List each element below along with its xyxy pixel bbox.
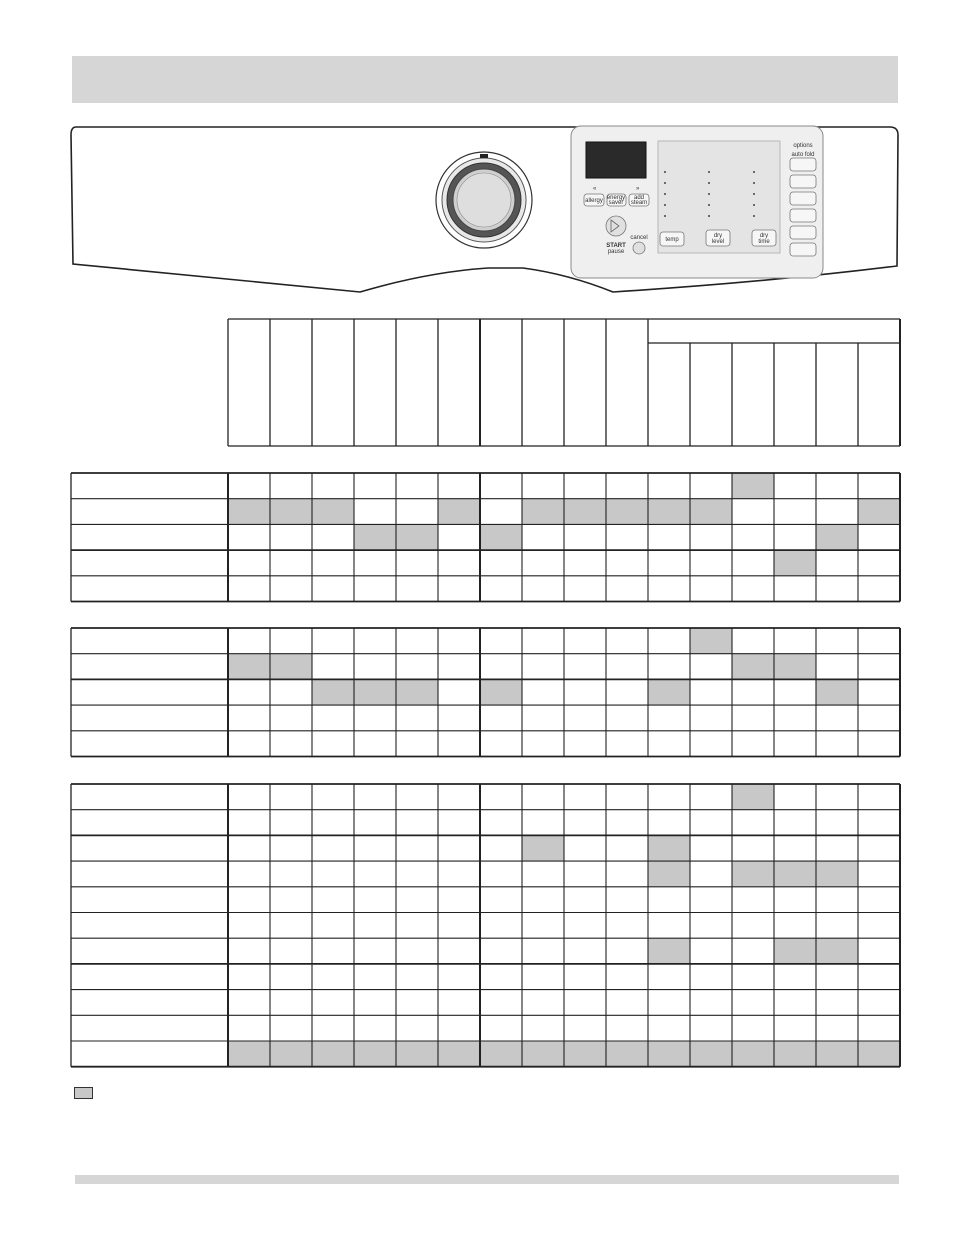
shaded-cell xyxy=(858,1041,900,1067)
shaded-cell xyxy=(564,499,606,525)
dry-level-label-line2: level xyxy=(711,239,725,245)
shaded-cell xyxy=(774,1041,816,1067)
shaded-cell xyxy=(270,1041,312,1067)
shaded-cell xyxy=(480,524,522,550)
energy-saver-label-line1: energy xyxy=(606,195,626,201)
shaded-cell xyxy=(648,835,690,861)
option-button-5[interactable] xyxy=(790,226,816,239)
pause-label: pause xyxy=(607,249,625,255)
option-button-4[interactable] xyxy=(790,209,816,222)
energy-saver-label-line2: saver xyxy=(608,200,624,206)
shaded-cell xyxy=(522,1041,564,1067)
shaded-cell xyxy=(816,861,858,887)
option-button-1[interactable] xyxy=(790,158,816,171)
shaded-cell xyxy=(648,679,690,705)
options-title: options xyxy=(793,143,813,149)
shaded-cell xyxy=(648,499,690,525)
shaded-cell xyxy=(774,938,816,964)
shaded-cell xyxy=(690,628,732,654)
shaded-cell xyxy=(648,938,690,964)
shaded-cell xyxy=(732,861,774,887)
shaded-cell xyxy=(438,499,480,525)
option-button-3[interactable] xyxy=(790,192,816,205)
options-subtitle: auto fold xyxy=(791,152,815,158)
shaded-cell xyxy=(396,679,438,705)
dry-time-label-line2: time xyxy=(758,239,770,245)
shaded-cell xyxy=(858,499,900,525)
shaded-cell xyxy=(606,499,648,525)
shaded-cell xyxy=(774,550,816,576)
shaded-cell xyxy=(648,861,690,887)
page-header-bar xyxy=(72,56,898,103)
cancel-label: cancel xyxy=(630,235,648,241)
start-label: START xyxy=(606,243,626,249)
shaded-cell xyxy=(396,1041,438,1067)
shaded-cell xyxy=(648,1041,690,1067)
shaded-cell xyxy=(732,654,774,680)
shaded-cell xyxy=(354,524,396,550)
shaded-cell xyxy=(396,524,438,550)
shaded-cell xyxy=(816,524,858,550)
arrow-right-icon: » xyxy=(636,186,640,192)
shaded-cell xyxy=(732,784,774,810)
allergy-label: allergy xyxy=(585,198,603,204)
shaded-cell xyxy=(690,499,732,525)
arrow-left-icon: « xyxy=(593,186,597,192)
add-steam-label-line1: add xyxy=(633,195,645,201)
shaded-cell xyxy=(522,499,564,525)
dry-level-label-line1: dry xyxy=(713,233,723,239)
shaded-cell xyxy=(270,654,312,680)
shaded-cell xyxy=(354,1041,396,1067)
shaded-cell xyxy=(480,679,522,705)
shaded-cell xyxy=(774,654,816,680)
start-pause-button[interactable] xyxy=(606,216,626,236)
shaded-cell xyxy=(354,679,396,705)
cycle-selector-dial[interactable] xyxy=(436,152,532,248)
shaded-cell xyxy=(732,1041,774,1067)
lcd-display xyxy=(586,142,646,178)
shaded-cell xyxy=(438,1041,480,1067)
shaded-cell xyxy=(732,473,774,499)
page-footer-bar xyxy=(75,1175,899,1184)
shaded-cell xyxy=(816,1041,858,1067)
option-button-2[interactable] xyxy=(790,175,816,188)
shaded-cell xyxy=(312,679,354,705)
shaded-cell xyxy=(774,861,816,887)
shaded-cell xyxy=(606,1041,648,1067)
cancel-button[interactable] xyxy=(633,242,645,254)
shaded-cell xyxy=(816,938,858,964)
add-steam-label-line2: steam xyxy=(630,200,648,206)
option-button-6[interactable] xyxy=(790,243,816,256)
shaded-cell xyxy=(228,1041,270,1067)
shaded-cell xyxy=(270,499,312,525)
shaded-cell xyxy=(312,499,354,525)
shaded-cell xyxy=(522,835,564,861)
shaded-cell xyxy=(816,679,858,705)
dryer-control-panel xyxy=(68,122,902,298)
shaded-cell xyxy=(480,1041,522,1067)
legend-swatch xyxy=(74,1087,93,1099)
shaded-cell xyxy=(312,1041,354,1067)
shaded-cell xyxy=(228,499,270,525)
shaded-cell xyxy=(690,1041,732,1067)
temp-label: temp xyxy=(665,237,679,243)
shaded-cell xyxy=(228,654,270,680)
dry-time-label-line1: dry xyxy=(759,233,769,239)
shaded-cell xyxy=(564,1041,606,1067)
